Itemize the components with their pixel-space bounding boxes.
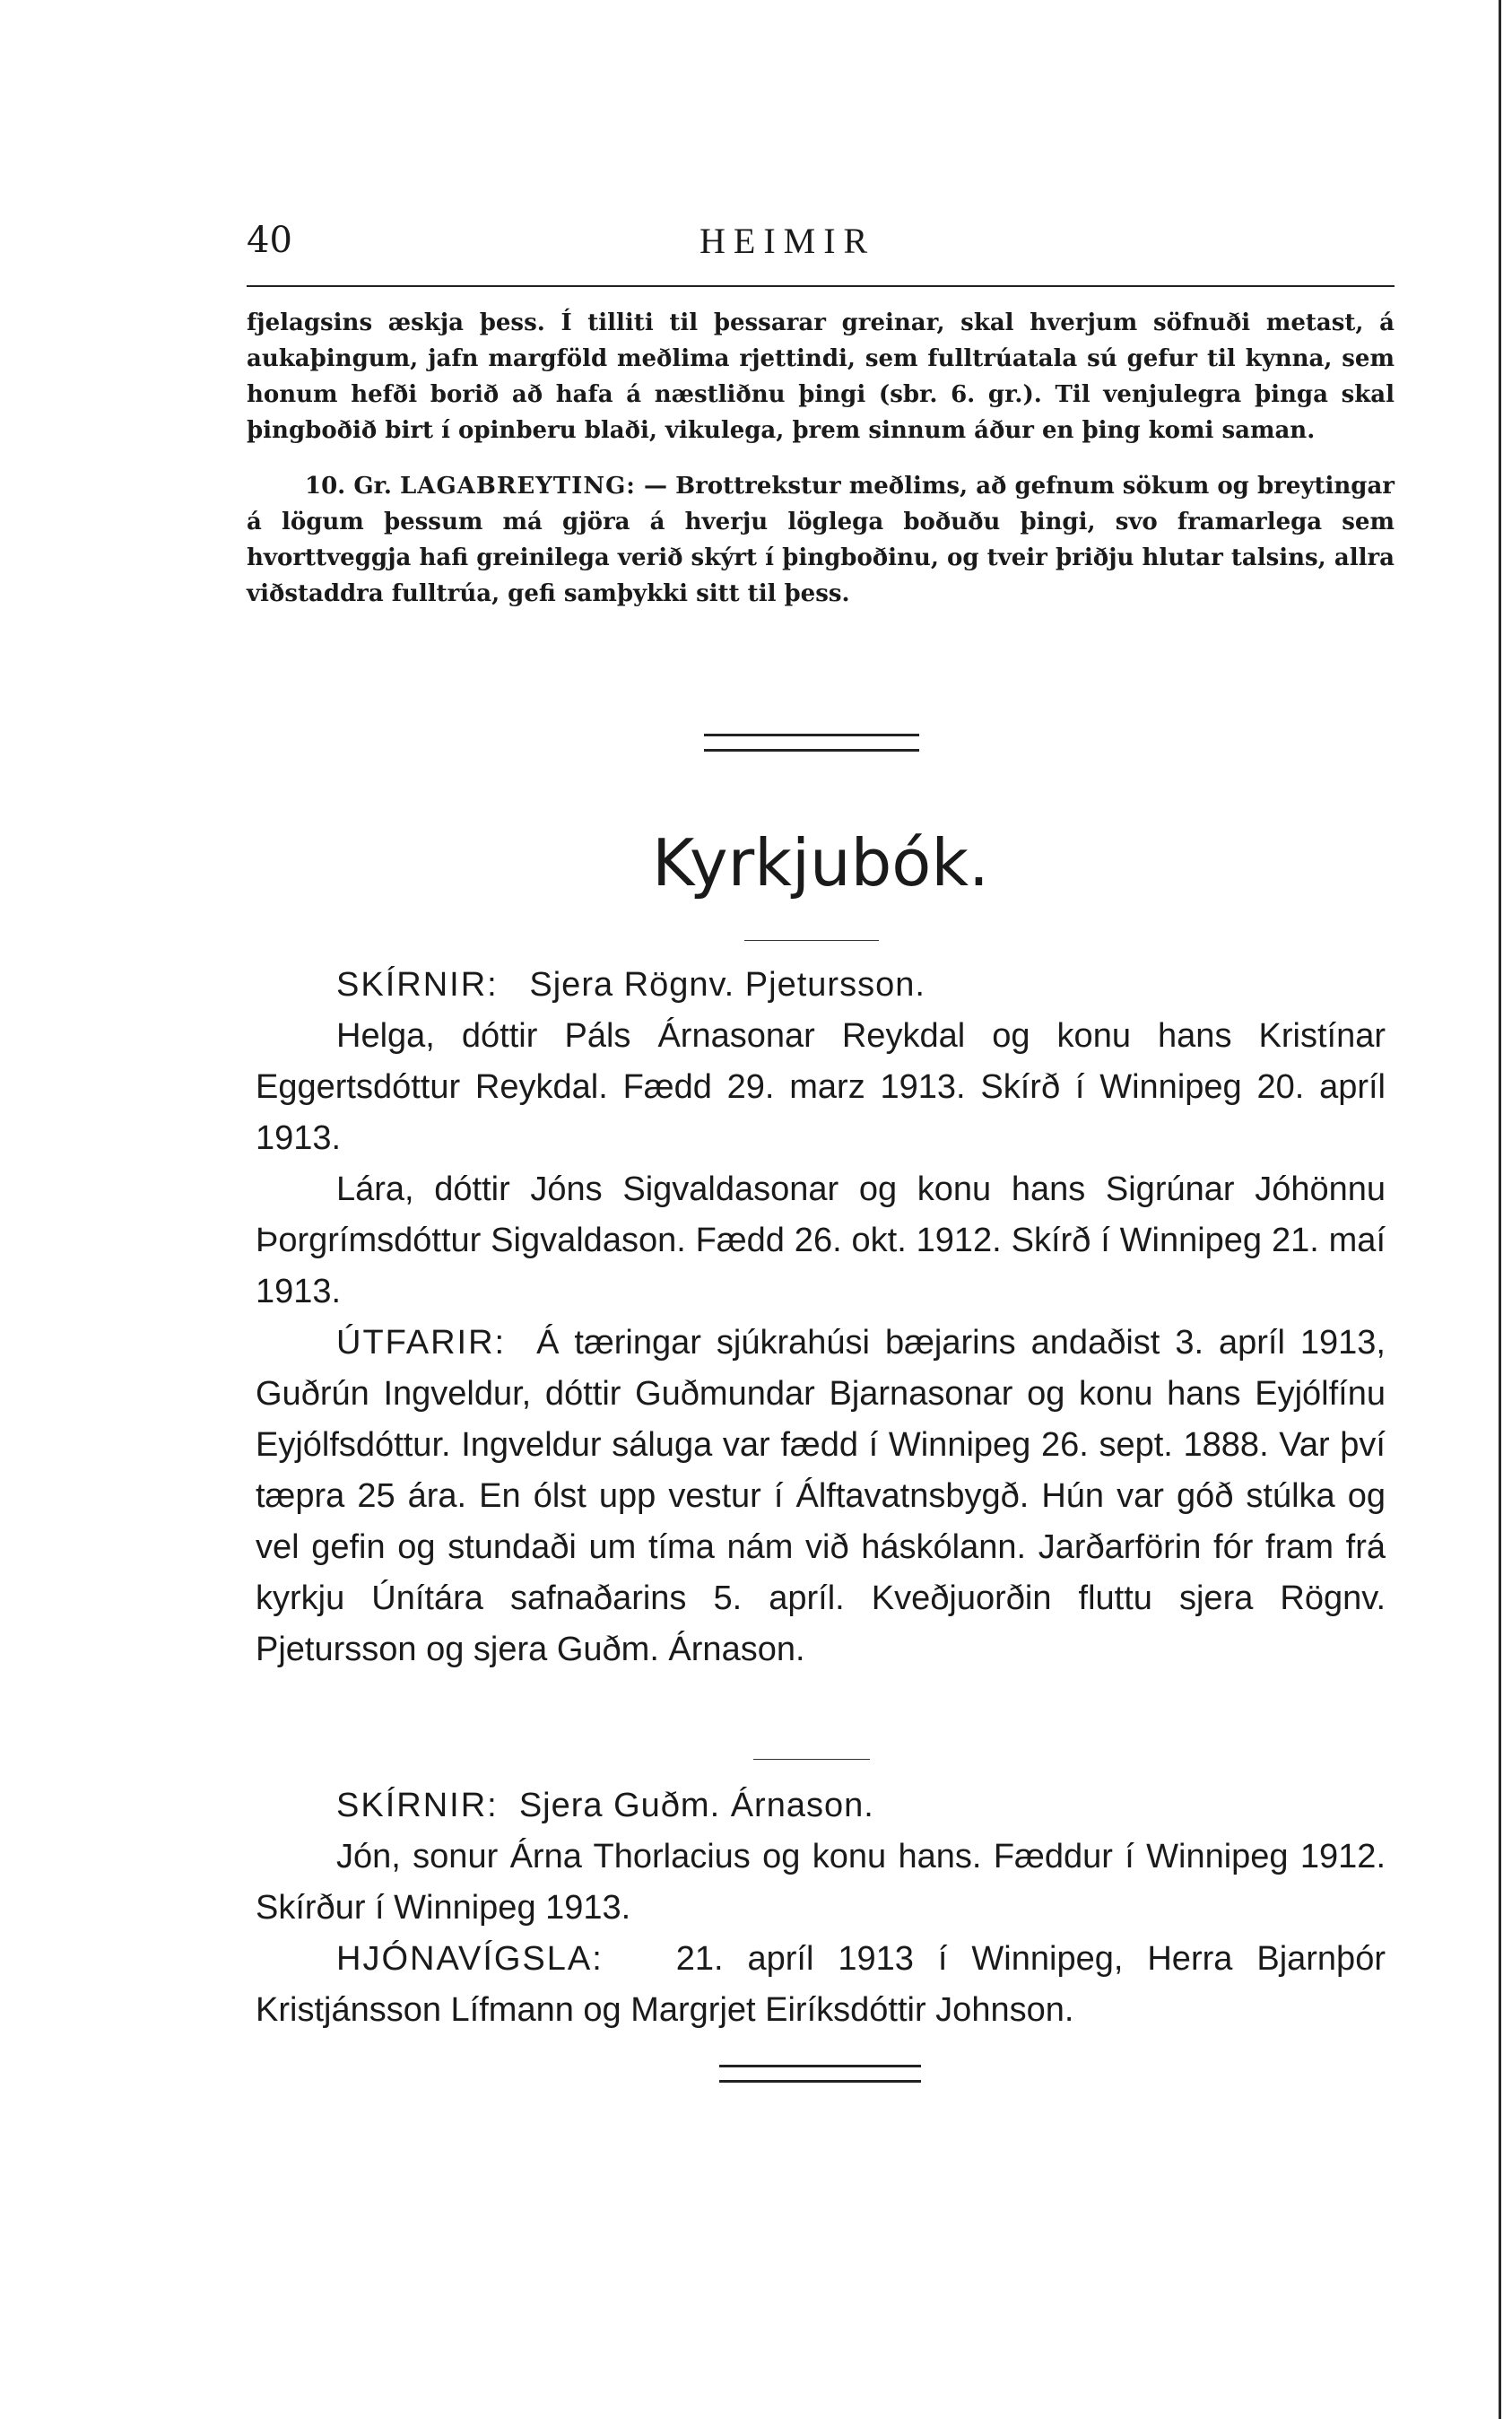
funerals-label: ÚTFARIR: [336, 1324, 507, 1362]
heading-rule [744, 940, 879, 941]
church-register-part-2 [256, 1780, 1386, 2036]
church-register-part-1 [256, 960, 1386, 1675]
baptisms-minister-1: Sjera Rögnv. Pjetursson. [529, 966, 925, 1004]
marriages-label: HJÓNAVÍGSLA: [336, 1940, 604, 1978]
baptisms-minister-2: Sjera Guðm. Árnason. [518, 1787, 874, 1824]
baptisms-heading-1 [256, 960, 1386, 1011]
marriages-entry [256, 1934, 1386, 2036]
article-label: LAGABREYTING: [400, 473, 636, 500]
article-number: 10. Gr. [305, 473, 392, 500]
baptism-entry-jon: Jón, sonur Árna Thorlacius og konu hans. Fæddur í Winnipeg 1912. Skírður í Winnipeg 1913. [256, 1838, 1386, 1927]
baptism-entry-lara: Lára, dóttir Jóns Sigvaldasonar og konu hans Sigrúnar Jóhönnu Þorgrímsdóttur Sigvaldason. Fædd 26. okt. 1912. Skírð í Winnipeg 21. maí 1913. [256, 1170, 1386, 1310]
chapter-heading: Kyrkjubók. [652, 825, 989, 901]
bylaws-article-10 [247, 468, 1395, 612]
entry-separator [753, 1759, 870, 1760]
funerals-entry [256, 1318, 1386, 1675]
bylaws-continuation: fjelagsins æskja þess. Í tilliti til þessarar greinar, skal hverjum söfnuði metast, á aukaþingum, jafn margföld meðlima rjettindi, sem fulltrúatala sú gefur til kynna, sem honum hefði borið að hafa á næstliðnu þingi (sbr. 6. gr.). Til venjulegra þinga skal þingboðið birt í opinberu blaði, vikulega, þrem sinnum áður en þing komi saman. [247, 309, 1395, 444]
book-page [247, 0, 1395, 2419]
page-end-divider [719, 2065, 921, 2083]
funerals-text: Á tæringar sjúkrahúsi bæjarins andaðist 3. apríl 1913, Guðrún Ingveldur, dóttir Guðmundar Bjarnasonar og konu hans Eyjólfínu Eyjólfsdóttur. Ingveldur sáluga var fædd í Winnipeg 26. sept. 1888. Var því tæpra 25 ára. En ólst upp vestur í Álftavatnsbygð. Hún var góð stúlka og vel gefin og stundaði um tíma nám við háskólann. Jarðarförin fór fram frá kyrkju Únítára safnaðarins 5. apríl. Kveðjuorðin fluttu sjera Rögnv. Pjetursson og sjera Guðm. Árnason. [256, 1324, 1386, 1668]
page-number: 40 [247, 220, 292, 261]
running-title: HEIMIR [700, 221, 876, 261]
baptisms-label-2: SKÍRNIR: [336, 1787, 499, 1824]
header-rule [247, 285, 1395, 287]
marriages-text: 21. apríl 1913 í Winnipeg, Herra Bjarnþór Kristjánsson Lífmann og Margrjet Eiríksdóttir Johnson. [256, 1940, 1386, 2029]
page-header [247, 220, 1395, 274]
page-edge [1499, 0, 1501, 2419]
baptism-entry-helga: Helga, dóttir Páls Árnasonar Reykdal og konu hans Kristínar Eggertsdóttur Reykdal. Fædd 29. marz 1913. Skírð í Winnipeg 20. apríl 1913. [256, 1017, 1386, 1157]
bylaws-section [247, 305, 1395, 612]
baptisms-heading-2 [256, 1780, 1386, 1832]
section-divider [704, 734, 919, 752]
article-text: — Brottrekstur meðlims, að gefnum sökum og breytingar á lögum þessum má gjöra á hverju löglega boðuðu þingi, svo framarlega sem hvorttveggja hafi greinilega verið skýrt í þingboðinu, og tveir þriðju hlutar talsins, allra viðstaddra fulltrúa, gefi samþykki sitt til þess. [247, 473, 1395, 607]
baptisms-label-1: SKÍRNIR: [336, 966, 499, 1004]
